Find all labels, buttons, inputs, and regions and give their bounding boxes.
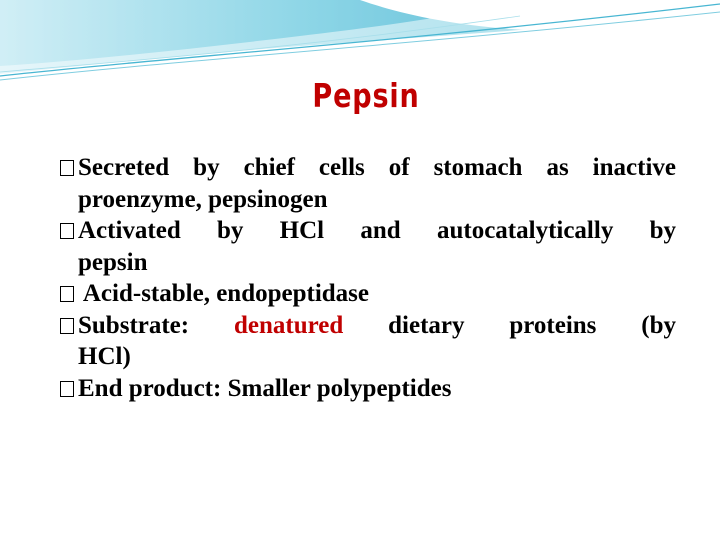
bullet-text-continuation: HCl) xyxy=(78,343,131,370)
square-bullet-icon xyxy=(60,286,74,302)
bullet-text xyxy=(78,310,676,342)
bullet-text-prefix: Substrate: xyxy=(78,311,234,339)
bullet-item xyxy=(60,215,676,278)
bullet-text: End product: Smaller polypeptides xyxy=(78,374,452,402)
slide-title: Pepsin xyxy=(312,76,420,115)
square-bullet-icon xyxy=(60,381,74,397)
bullet-text-suffix: dietary proteins (by xyxy=(343,311,676,339)
bullet-text-continuation: proenzyme, pepsinogen xyxy=(78,185,328,213)
square-bullet-icon xyxy=(60,223,74,239)
square-bullet-icon xyxy=(60,318,74,334)
bullet-item xyxy=(60,152,676,215)
bullet-item xyxy=(60,373,676,405)
bullet-item xyxy=(60,310,676,373)
bullet-text-continuation: pepsin xyxy=(78,248,148,276)
bullet-text: Secreted by chief cells of stomach as inactive xyxy=(78,154,676,181)
highlighted-term: denatured xyxy=(233,311,344,339)
bullet-text: Acid-stable, endopeptidase xyxy=(78,280,370,307)
bullet-text: Activated by HCl and autocatalytically by xyxy=(78,217,676,244)
bullet-item xyxy=(60,278,676,310)
square-bullet-icon xyxy=(60,160,74,176)
bullet-list xyxy=(60,152,676,404)
